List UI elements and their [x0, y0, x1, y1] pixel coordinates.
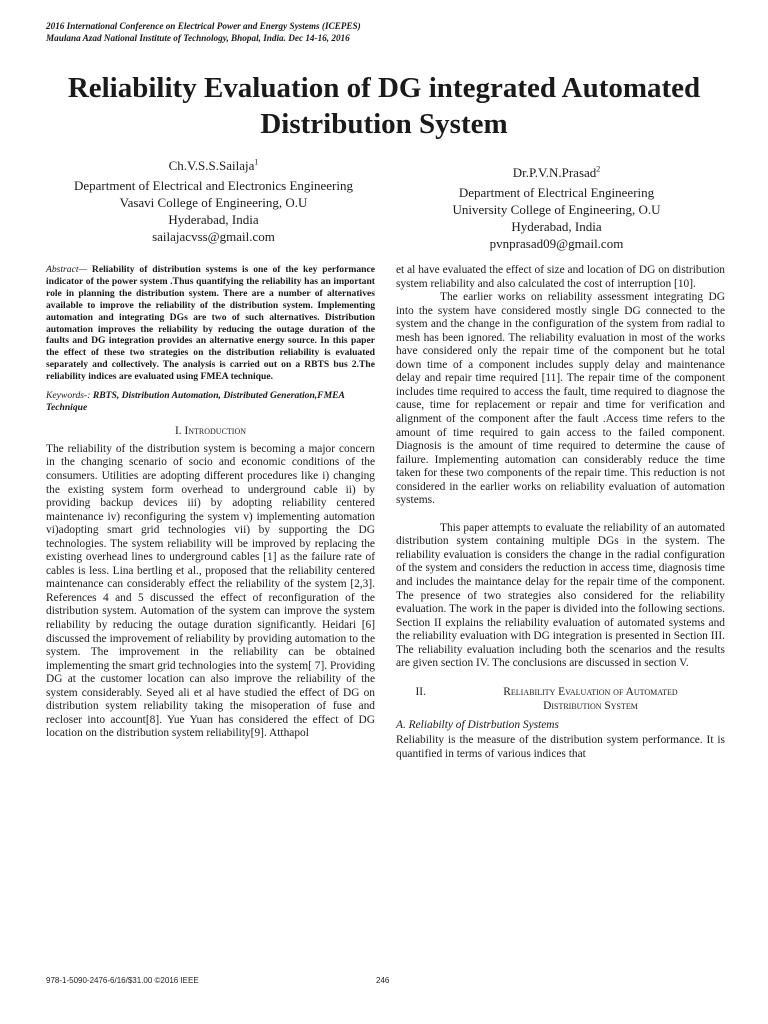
section-heading-introduction: I. Introduction — [174, 424, 247, 437]
paper-title: Reliability Evaluation of DG integrated Automated Distribution System — [67, 72, 701, 140]
abstract-text: Reliability of distribution systems is one of the key performance indicator of the power system .Thus quantifying the reliability has an important role in planning the distribution system. There are a number of alternatives available to improve the reliability of the distribution system. Implementing automation and integrating DGs are two of such alternatives. Distribution automation improves the reliability by reducing the outage duration of the faults and DG integration provides an alternative energy source. In this paper the effect of these two strategies on the distribution reliability is evaluated separately and collectively. The analysis is carried out on a RBTS bus 2.The reliability indices are evaluated using FMEA technique. — [46, 264, 375, 383]
section-number: II. — [415, 685, 426, 698]
conference-line-2: Maulana Azad National Institute of Technology, Bhopal, India. Dec 14-16, 2016 — [46, 33, 350, 43]
author-superscript: 1 — [254, 157, 259, 167]
abstract — [46, 264, 375, 383]
author-department: Department of Electrical Engineering — [458, 185, 655, 200]
author-name: Dr.P.V.N.Prasad$^2$ — [512, 164, 601, 180]
right-column — [396, 264, 725, 762]
conference-line-1: 2016 International Conference on Electrical Power and Energy Systems (ICEPES) — [46, 21, 361, 31]
author-college: Vasavi College of Engineering, O.U — [119, 195, 308, 210]
author-block-2 — [389, 164, 724, 252]
author-city: Hyderabad, India — [168, 212, 259, 227]
body-paragraph: et al have evaluated the effect of size and location of DG on distribution system reliability and also calculated the cost of interruption [10]. — [396, 264, 725, 290]
body-paragraph: The reliability of the distribution system is becoming a major concern in the changing scenario of socio and economic conditions of the consumers. Utilities are adopting different procedures like i) changing the existing system form overhead to underground cable ii) by providing backup devices iii) by adopting reliability centered maintenance iv) reconfiguring the system v) implementing automation vi)adopting smart grid technologies vii) by supporting the DG technologies. The system reliability will be improved by replacing the existing overhead lines to underground cables [1] as the failure rate of cables is less. Lina bertling et al., proposed that the reliability centered maintenance can considerably effect the reliability of the system [2,3]. References 4 and 5 discussed the effect of reconfiguration of the distribution system. Automation of the system can improve the system reliability by reducing the outage duration significantly. Heidari [6] discussed the improvement of reliability by providing automation to the system. The improvement in the reliability can be obtained implementing the smart grid technologies into the system[ 7]. Providing DG at the customer location can also improve the reliability of the system considerably. Seyed ali et al have studied the effect of DG on distribution system reliability taking the misoperation of fuse and recloser into account[8]. Yue Yuan has considered the effect of DG location on the distribution system reliability[9]. Atthapol — [46, 442, 375, 740]
author-email: sailajacvss@gmail.com — [152, 229, 275, 244]
page-number: 246 — [376, 976, 390, 985]
author-name: Ch.V.S.S.Sailaja$^1$ — [168, 157, 259, 173]
keywords — [46, 390, 375, 414]
author-email: pvnprasad09@gmail.com — [489, 236, 624, 251]
body-paragraph: This paper attempts to evaluate the reliability of an automated distribution system containing multiple DGs in the system. The reliability evaluation is considers the change in the radial configuration of the system and considers the reduction in access time, diagnosis time and includes the maintance delay for the repair time of the component. The presence of two strategies also considered for the reliability evaluation. The work in the paper is divided into the following sections. Section II explains the reliability evaluation of automated systems and the reliability evaluation with DG integration is presented in Section III. The reliability evaluation including both the scenarios and the results are given section IV. The conclusions are discussed in section V. — [396, 521, 725, 670]
conference-header — [46, 20, 606, 44]
author-city: Hyderabad, India — [511, 219, 602, 234]
author-college: University College of Engineering, O.U — [452, 202, 661, 217]
author-block-1 — [46, 157, 381, 245]
keywords-text: RBTS, Distribution Automation, Distributed Generation,FMEA Technique — [46, 390, 345, 413]
author-department: Department of Electrical and Electronics Engineering — [73, 178, 354, 193]
keywords-lead: Keywords-: — [46, 390, 91, 402]
subsection-heading: A. Reliabilty of Distrbution Systems — [396, 718, 559, 731]
left-column — [46, 264, 375, 741]
body-paragraph: The earlier works on reliability assessment integrating DG into the system have considered mostly single DG connected to the system and the change in the configuration of the system from radial to mesh has been ignored. The reliability evaluation in most of the works have considered only the repair time of the component but he total down time of a component includes supply delay and maintenance delay and repair time required [11]. The repair time of the component includes time required to access the fault, time required to diagnose the cause, time for replacement or repair and time for verification and alignment of the component after the fault .Access time refers to the amount of time required to gain access to the failed component. Diagnosis is the amount of time required to determine the cause of failure. Implementing automation can considerably reduce the time taken for these two components of the repair time. This reduction is not considered in the earlier works on reliability evaluation of automation systems. — [396, 291, 725, 507]
abstract-lead: Abstract— — [46, 264, 88, 275]
footer-isbn: 978-1-5090-2476-6/16/$31.00 ©2016 IEEE — [46, 976, 199, 985]
body-paragraph: Reliability is the measure of the distribution system performance. It is quantified in terms of various indices that — [396, 734, 725, 760]
section-title: Reliability Evaluation of Automated Distribution System — [503, 685, 678, 712]
section-heading-2 — [396, 685, 725, 713]
author-superscript: 2 — [596, 164, 601, 174]
